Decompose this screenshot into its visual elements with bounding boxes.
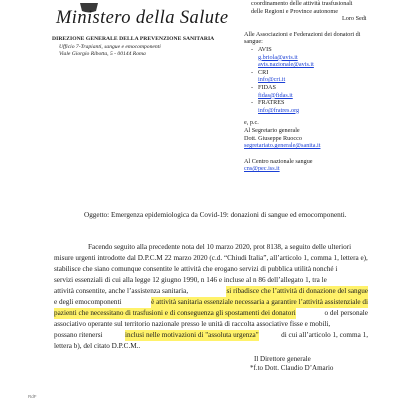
- body-line: misure urgenti introdotte dal D.P.C.M 22 marzo 2020 (c.d. “Chiudi Italia”, all’articolo 1, comma 1, lettera e),: [54, 254, 368, 263]
- email-link[interactable]: cns@pec.iss.it: [244, 165, 280, 173]
- body-line: stabilisce che siano comunque consentite le attività che erogano servizi di pubblica utilità nonché i: [54, 265, 338, 274]
- subject-line: Oggetto: Emergenza epidemiologica da Covid-19: donazioni di sangue ed emocomponenti.: [84, 211, 347, 219]
- body-line: e degli emocomponenti è attività sanitaria essenziale necessaria a garantire l’attività assistenziale di: [54, 297, 368, 308]
- email-link[interactable]: segretariato.generale@sanita.it: [244, 142, 321, 150]
- body-line: servizi essenziali di cui alla legge 12 giugno 1990, n 146 e incluse al n 86 dell’allegato 1, tra le: [54, 276, 327, 285]
- recipient-line: Loro Sedi: [342, 15, 367, 23]
- email-link[interactable]: info@fratres.org: [258, 106, 300, 114]
- department-block: [52, 36, 214, 59]
- recipient-line: coordinamento delle attività trasfusionali: [251, 0, 353, 7]
- signature-name: *f.to Dott. Claudio D’Amario: [250, 363, 334, 372]
- highlighted-text: è attività sanitaria essenziale necessaria a garantire l’attività assistenziale di: [151, 297, 368, 308]
- email-link[interactable]: avis.nazionale@avis.it: [258, 61, 314, 69]
- secretary-name: Dott. Giuseppe Ruocco: [244, 134, 302, 142]
- highlighted-text: inclusi nelle motivazioni di "assoluta urgenza": [125, 330, 259, 341]
- body-line: Facendo seguito alla precedente nota del 10 marzo 2020, prot 8138, a seguito delle ulteriori: [88, 243, 352, 251]
- org-name-fratres: - FRATRES: [251, 99, 285, 107]
- email-link[interactable]: fidas@fidas.it: [258, 91, 293, 99]
- recipients-block: [244, 0, 367, 173]
- body-paragraph: [54, 242, 368, 352]
- org-name-cri: - CRI: [251, 68, 269, 76]
- associations-heading: Alle Associazioni e Federazioni dei donatori di: [244, 30, 361, 38]
- department-title: DIREZIONE GENERALE DELLA PREVENZIONE SANITARIA: [52, 36, 215, 42]
- cc-label: e, p.c.: [244, 119, 259, 127]
- body-line: lettera b), del citato D.P.C.M..: [54, 342, 141, 351]
- body-line: attività consentite, anche l’assistenza sanitaria, si ribadisce che l’attività di donazione del sangue: [54, 286, 368, 297]
- office-address: Viale Giorgio Ribotta, 5 - 00144 Roma: [59, 51, 146, 58]
- email-link[interactable]: info@cri.it: [258, 76, 286, 84]
- office-name: Ufficio 7-Trapianti, sangue e emocomponenti: [59, 43, 161, 50]
- body-line: associativo operante sul territorio nazionale presso le unità di raccolta associative fisse e mobili,: [54, 320, 331, 329]
- email-link[interactable]: g.briola@avis.it: [258, 53, 298, 61]
- associations-heading: sangue:: [244, 38, 263, 46]
- signature-title: Il Direttore generale: [254, 355, 311, 363]
- org-name-fidas: - FIDAS: [251, 83, 276, 91]
- org-name-avis: - AVIS: [251, 45, 272, 53]
- body-line: possano ritenersi inclusi nelle motivazioni di "assoluta urgenza" di cui all’articolo 1, comma 1,: [54, 330, 368, 341]
- ministry-name: Ministero della Salute: [56, 8, 229, 28]
- secretary-line: Al Segretario generale: [244, 126, 300, 134]
- highlighted-text: si ribadisce che l’attività di donazione del sangue: [226, 286, 368, 297]
- recipient-line: delle Regioni e Province autonome: [251, 7, 338, 15]
- signature-block: [250, 355, 334, 373]
- body-line: pazienti che necessitano di trasfusioni e di conseguenza gli spostamenti dei donatori o del personale: [54, 308, 368, 319]
- cns-line: Al Centro nazionale sangue: [244, 157, 313, 165]
- highlighted-text: pazienti che necessitano di trasfusioni e di conseguenza gli spostamenti dei donatori: [54, 308, 296, 319]
- footer-mark: RdF: [28, 394, 37, 399]
